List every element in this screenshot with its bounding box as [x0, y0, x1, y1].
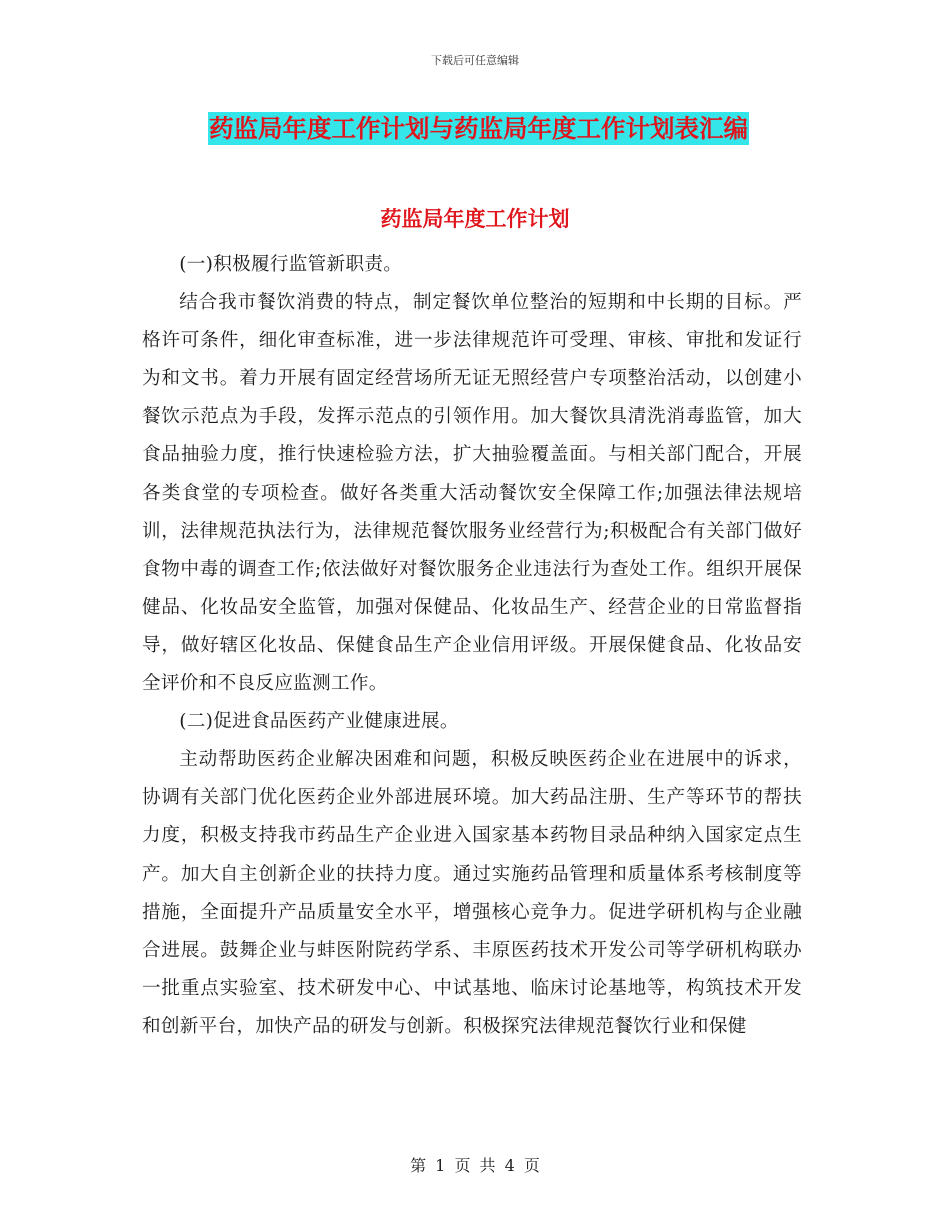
- page-number-footer: 第 1 页 共 4 页: [410, 1156, 540, 1175]
- document-body: [142, 246, 802, 1046]
- paragraph: 主动帮助医药企业解决困难和问题，积极反映医药企业在进展中的诉求，协调有关部门优化医药企业外部进展环境。加大药品注册、生产等环节的帮扶力度，积极支持我市药品生产企业进入国家基本药物目录品种纳入国家定点生产。加大自主创新企业的扶持力度。通过实施药品管理和质量体系考核制度等措施，全面提升产品质量安全水平，增强核心竞争力。促进学研机构与企业融合进展。鼓舞企业与蚌医附院药学系、丰原医药技术开发公司等学研机构联办一批重点实验室、技术研发中心、中试基地、临床讨论基地等，构筑技术开发和创新平台，加快产品的研发与创新。积极探究法律规范餐饮行业和保健: [142, 749, 802, 1037]
- paragraph-heading-1: (一)积极履行监管新职责。: [179, 254, 403, 275]
- paragraph-heading-2: (二)促进食品医药产业健康进展。: [179, 711, 459, 733]
- section-title: 药监局年度工作计划: [380, 207, 570, 231]
- header-note: 下载后可任意编辑: [431, 54, 519, 67]
- document-main-title: 药监局年度工作计划与药监局年度工作计划表汇编: [209, 114, 748, 143]
- paragraph: 结合我市餐饮消费的特点，制定餐饮单位整治的短期和中长期的目标。严格许可条件，细化审查标准，进一步法律规范许可受理、审核、审批和发证行为和文书。着力开展有固定经营场所无证无照经营户专项整治活动，以创建小餐饮示范点为手段，发挥示范点的引领作用。加大餐饮具清洗消毒监管，加大食品抽验力度，推行快速检验方法，扩大抽验覆盖面。与相关部门配合，开展各类食堂的专项检查。做好各类重大活动餐饮安全保障工作;加强法律法规培训，法律规范执法行为，法律规范餐饮服务业经营行为;积极配合有关部门做好食物中毒的调查工作;依法做好对餐饮服务企业违法行为查处工作。组织开展保健品、化妆品安全监管，加强对保健品、化妆品生产、经营企业的日常监督指导，做好辖区化妆品、保健食品生产企业信用评级。开展保健食品、化妆品安全评价和不良反应监测工作。: [142, 292, 802, 695]
